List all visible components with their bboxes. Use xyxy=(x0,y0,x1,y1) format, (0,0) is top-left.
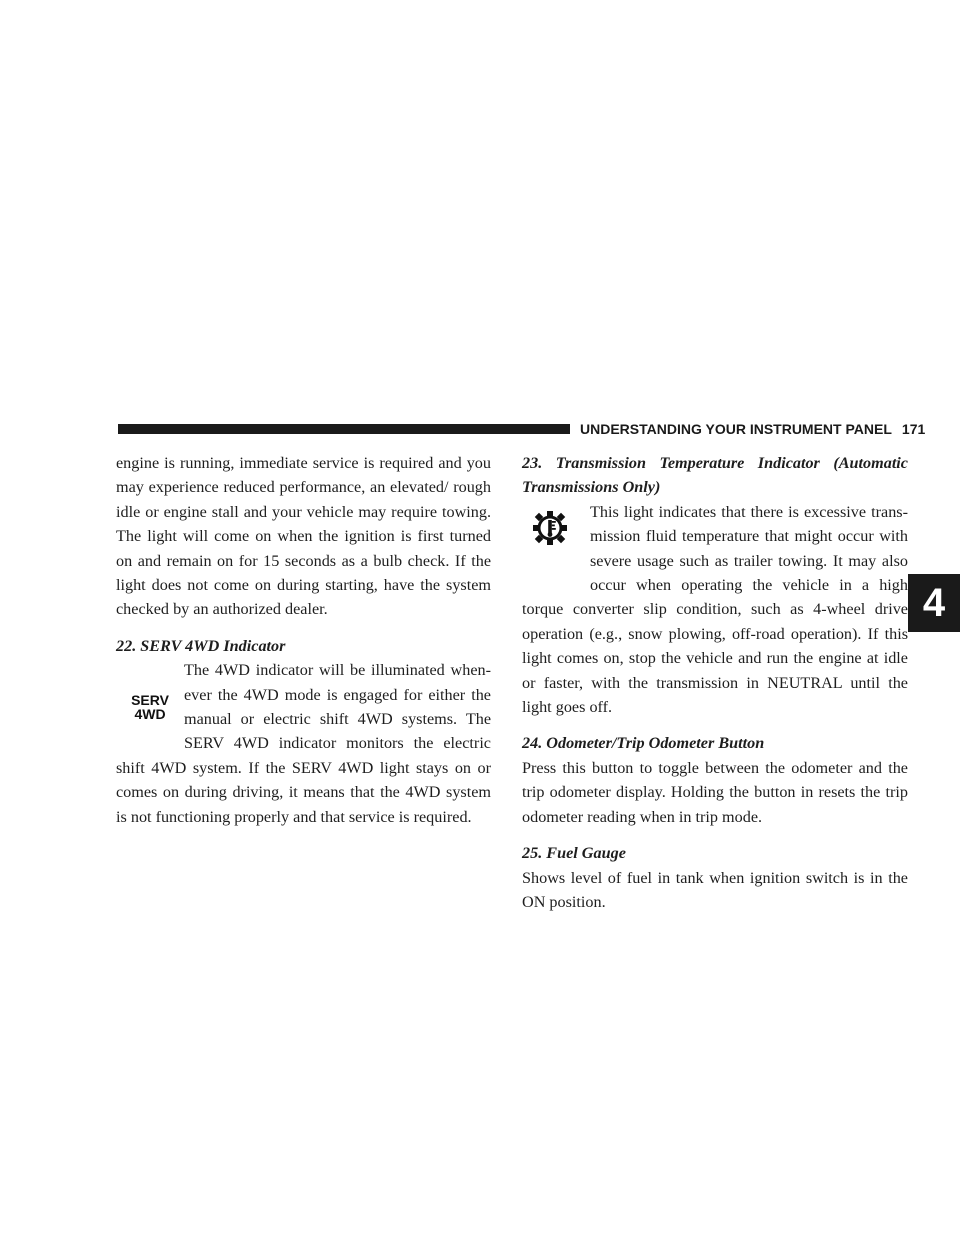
serv-4wd-icon-line2: 4WD xyxy=(134,706,166,723)
transmission-temperature-icon xyxy=(522,500,590,596)
chapter-tab[interactable]: 4 xyxy=(908,574,960,632)
gear-thermometer-icon xyxy=(532,510,568,546)
right-column xyxy=(522,451,908,914)
section-25-heading: 25. Fuel Gauge xyxy=(522,844,626,863)
section-24-body: Press this button to toggle between the odometer and the trip odometer display. Holding the button in resets the trip odometer reading when in trip mode. xyxy=(522,758,908,826)
header-rule xyxy=(118,424,570,434)
left-column xyxy=(116,451,491,829)
section-25-body: Shows level of fuel in tank when ignition switch is in the ON position. xyxy=(522,868,908,911)
section-22-body: The 4WD indicator will be illuminated when-ever the 4WD mode is engaged for either the manual or electric shift 4WD systems. The SERV 4WD indicator monitors the electric shift 4WD system. If the SERV 4WD light stays on or comes on during driving, it means that the 4WD system is not functioning properly and that service is required. xyxy=(116,661,491,826)
page-number: 171 xyxy=(901,421,926,437)
section-22-heading: 22. SERV 4WD Indicator xyxy=(116,636,286,655)
serv-4wd-icon xyxy=(116,658,184,754)
section-title: UNDERSTANDING YOUR INSTRUMENT PANEL xyxy=(580,421,892,437)
section-23-heading: 23. Transmission Temperature Indicator (Automatic Transmissions Only) xyxy=(522,454,908,497)
running-header xyxy=(580,419,925,439)
section-24-heading: 24. Odometer/Trip Odometer Button xyxy=(522,734,765,753)
intro-paragraph: engine is running, immediate service is required and you may experience reduced performance, an elevated/ rough idle or engine stall and your vehicle may require towing. The light will come on when the ignition is first turned on and remain on for 15 seconds as a bulb check. If the light does not come on during starting, have the system checked by an authorized dealer. xyxy=(116,454,491,619)
section-23-body: This light indicates that there is excessive trans-mission fluid temperature that might occur with severe usage such as trailer towing. It may also occur when operating the vehicle in a high torque converter slip condition, such as 4-wheel drive operation (e.g., snow plowing, off-road operation). If this light comes on, stop the vehicle and run the engine at idle or faster, with the transmission in NEUTRAL until the light goes off. xyxy=(522,502,908,717)
serv-4wd-icon-line1: SERV xyxy=(131,692,169,709)
